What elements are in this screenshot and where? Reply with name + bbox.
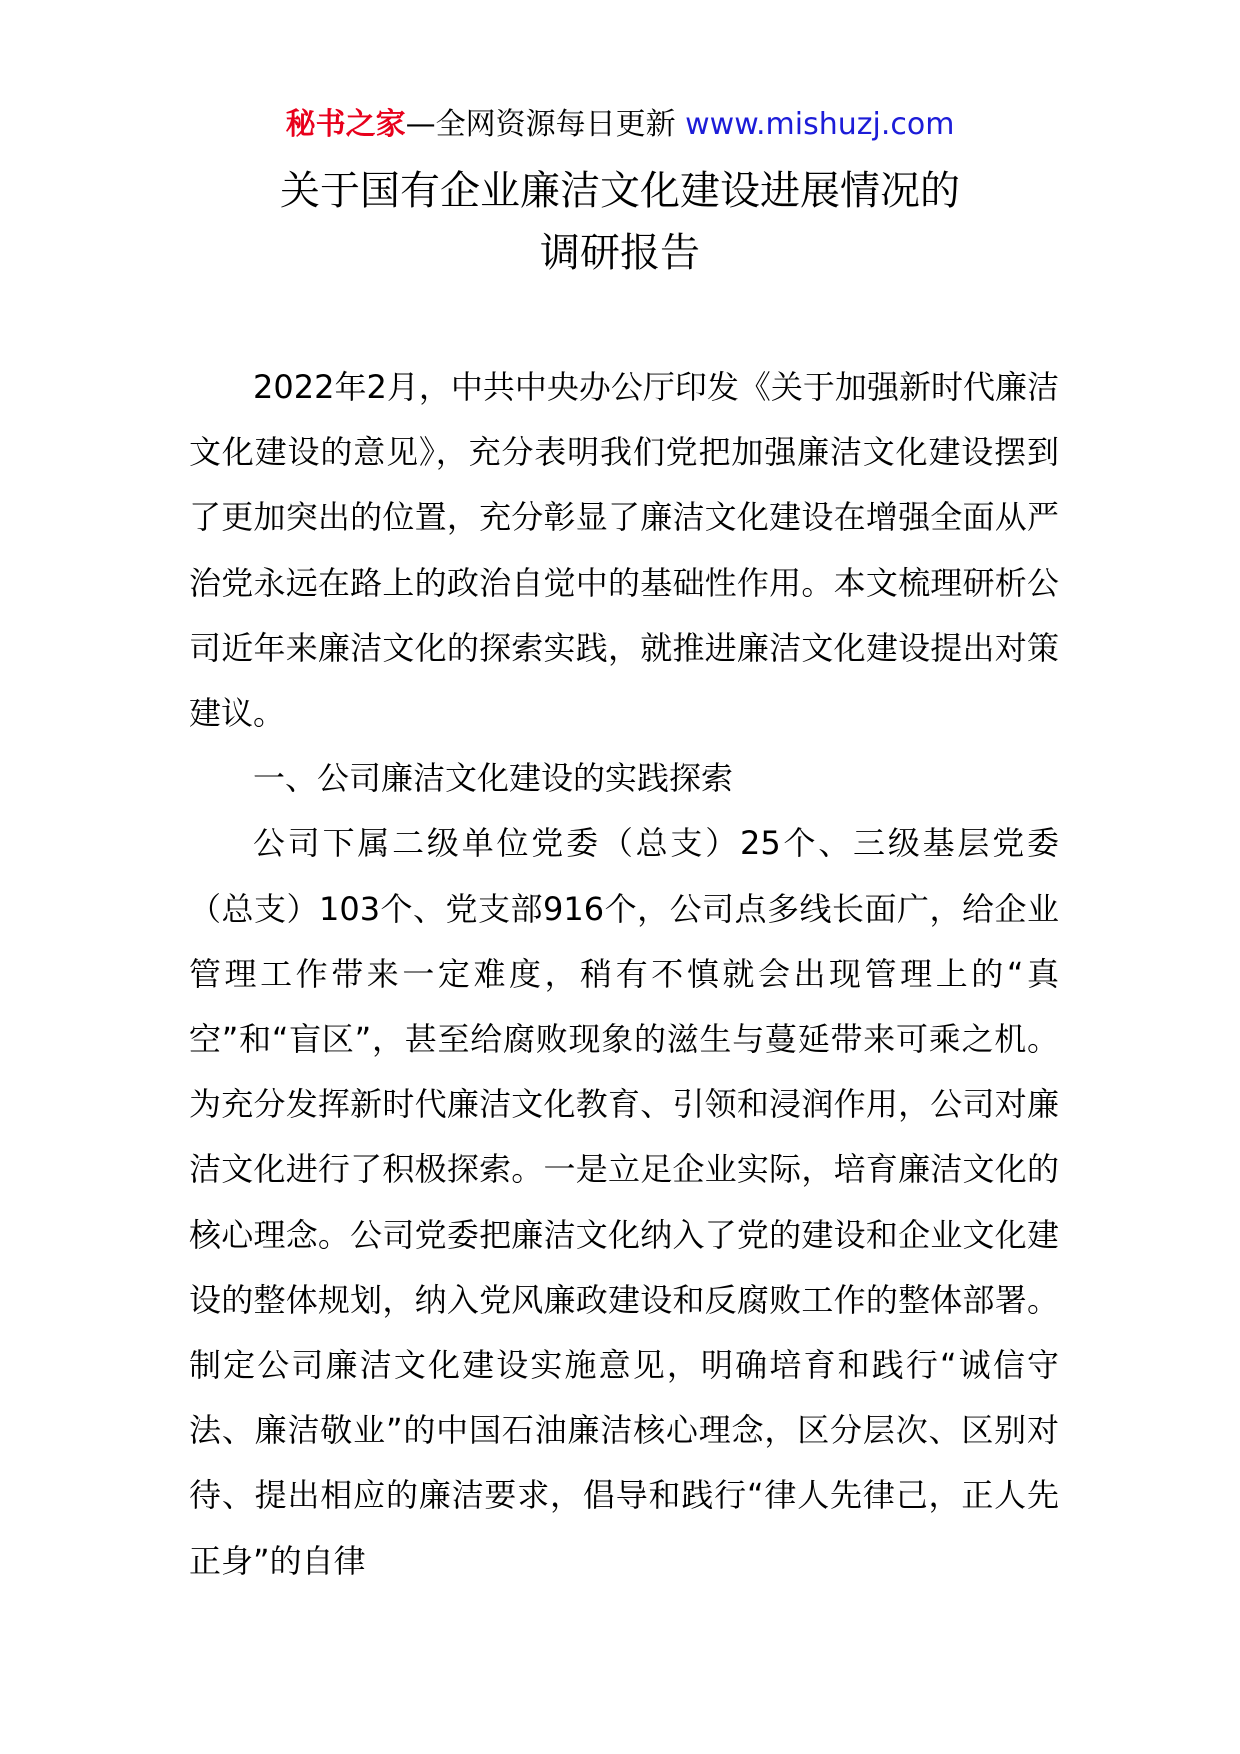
paragraph-intro: 2022年2月，中共中央办公厅印发《关于加强新时代廉洁文化建设的意见》，充分表明我们党把加强廉洁文化建设摆到了更加突出的位置，充分彰显了廉洁文化建设在增强全面从严治党永远在路上的政治自觉中的基础性作用。本文梳理研析公司近年来廉洁文化的探索实践，就推进廉洁文化建设提出对策建议。 [189,368,1059,733]
site-url-link[interactable]: www.mishuzj.com [685,107,955,142]
paragraph-practice: 公司下属二级单位党委（总支）25个、三级基层党委（总支）103个、党支部916个，公司点多线长面广，给企业管理工作带来一定难度，稍有不慎就会出现管理上的“真空”和“盲区”，甚至给腐败现象的滋生与蔓延带来可乘之机。为充分发挥新时代廉洁文化教育、引领和浸润作用，公司对廉洁文化进行了积极探索。一是立足企业实际，培育廉洁文化的核心理念。公司党委把廉洁文化纳入了党的建设和企业文化建设的整体规划，纳入党风廉政建设和反腐败工作的整体部署。制定公司廉洁文化建设实施意见，明确培育和践行“诚信守法、廉洁敬业”的中国石油廉洁核心理念，区分层次、区别对待、提出相应的廉洁要求，倡导和践行“律人先律己，正人先正身”的自律 [189,824,1059,1580]
brand-name: 秘书之家 [285,107,406,142]
title-line-2: 调研报告 [540,230,700,276]
header-tagline: —全网资源每日更新 [405,107,676,142]
title-line-1: 关于国有企业廉洁文化建设进展情况的 [280,168,960,214]
document-title [0,160,1240,284]
site-header [0,103,1240,147]
section-heading-1: 一、公司廉洁文化建设的实践探索 [253,759,734,798]
document-body [189,355,1059,1594]
